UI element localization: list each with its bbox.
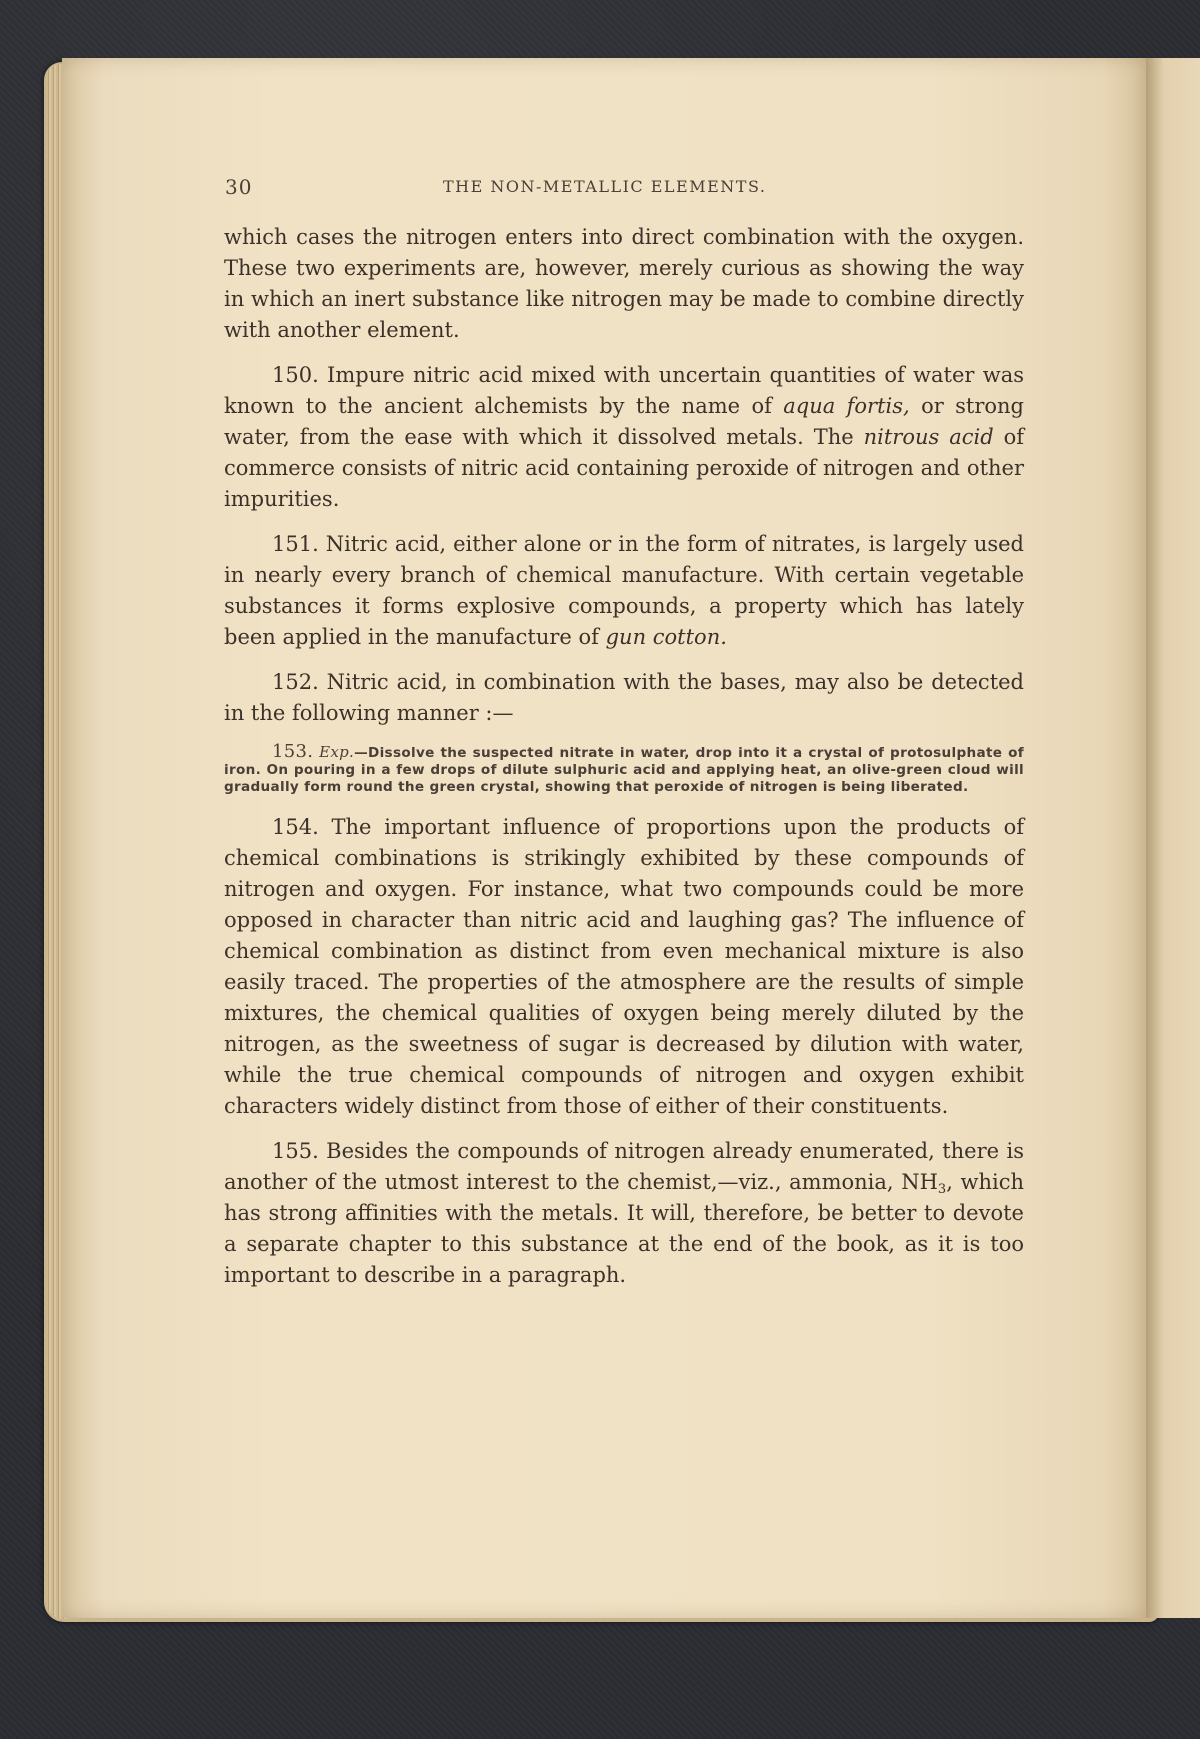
paragraph-text: 151. Nitric acid, either alone or in the form of nitrates, is largely used in nearly every branch of chemical manufacture. With certain vegetable substances it forms explosive compounds, a property which has lately been applied in the manufacture of	[224, 532, 1024, 649]
italic-term: aqua fortis,	[783, 394, 910, 418]
paragraph-153-experiment	[224, 743, 1024, 796]
paragraph-text: 152. Nitric acid, in combination with the bases, may also be detected in the following manner :—	[224, 670, 1024, 725]
running-title: THE NON-METALLIC ELEMENTS.	[443, 177, 767, 196]
paragraph-text: 155. Besides the compounds of nitrogen already enumerated, there is another of the utmost interest to the chemist,—viz., ammonia, NH	[224, 1139, 1024, 1194]
paragraph-text: 150. Impure nitric acid mixed with uncertain quantities of water was known to the ancient alchemists by the name of	[224, 363, 1024, 418]
facing-page-edge	[1146, 58, 1200, 1618]
page-number: 30	[225, 175, 253, 199]
paragraph-continued	[224, 222, 1024, 346]
paragraph-text: of commerce consists of nitric acid containing peroxide of nitrogen and other impurities.	[224, 425, 1025, 511]
paragraph-text: , which has strong affinities with the metals. It will, therefore, be better to devote a separate chapter to this substance at the end of the book, as it is too important to describe in a paragraph.	[224, 1170, 1024, 1287]
paragraph-text: which cases the nitrogen enters into direct combination with the oxygen. These two experiments are, however, merely curious as showing the way in which an inert substance like nitrogen may be made to combine directly with another element.	[224, 225, 1024, 342]
subscript: 3	[937, 1182, 947, 1197]
page-body	[224, 222, 1024, 1305]
paragraph-number: 153.	[272, 741, 314, 762]
paragraph-155	[224, 1136, 1024, 1291]
italic-term: nitrous acid	[863, 425, 994, 449]
paragraph-150	[224, 360, 1024, 515]
paragraph-text: —Dissolve the suspected nitrate in water, drop into it a crystal of protosulphate of iron. On pouring in a few drops of dilute sulphuric acid and applying heat, an olive-green cloud will gradually form round the green crystal, showing that peroxide of nitrogen is being liberated.	[224, 745, 1024, 795]
paragraph-text: or strong water, from the ease with which it dissolved metals. The	[224, 394, 1025, 449]
italic-term: gun cotton.	[605, 625, 727, 649]
page-header	[225, 175, 1025, 201]
paragraph-text: 154. The important influence of proportions upon the products of chemical combinations is strikingly exhibited by these compounds of nitrogen and oxygen. For instance, what two compounds could be more opposed in character than nitric acid and laughing gas? The influence of chemical combination as distinct from even mechanical mixture is also easily traced. The properties of the atmosphere are the results of simple mixtures, the chemical qualities of oxygen being merely diluted by the nitrogen, as the sweetness of sugar is decreased by dilution with water, while the true chemical compounds of nitrogen and oxygen exhibit characters widely distinct from those of either of their constituents.	[224, 815, 1024, 1118]
paragraph-152	[224, 667, 1024, 729]
experiment-label: Exp.	[319, 743, 355, 761]
paragraph-154	[224, 812, 1024, 1122]
paragraph-151	[224, 529, 1024, 653]
